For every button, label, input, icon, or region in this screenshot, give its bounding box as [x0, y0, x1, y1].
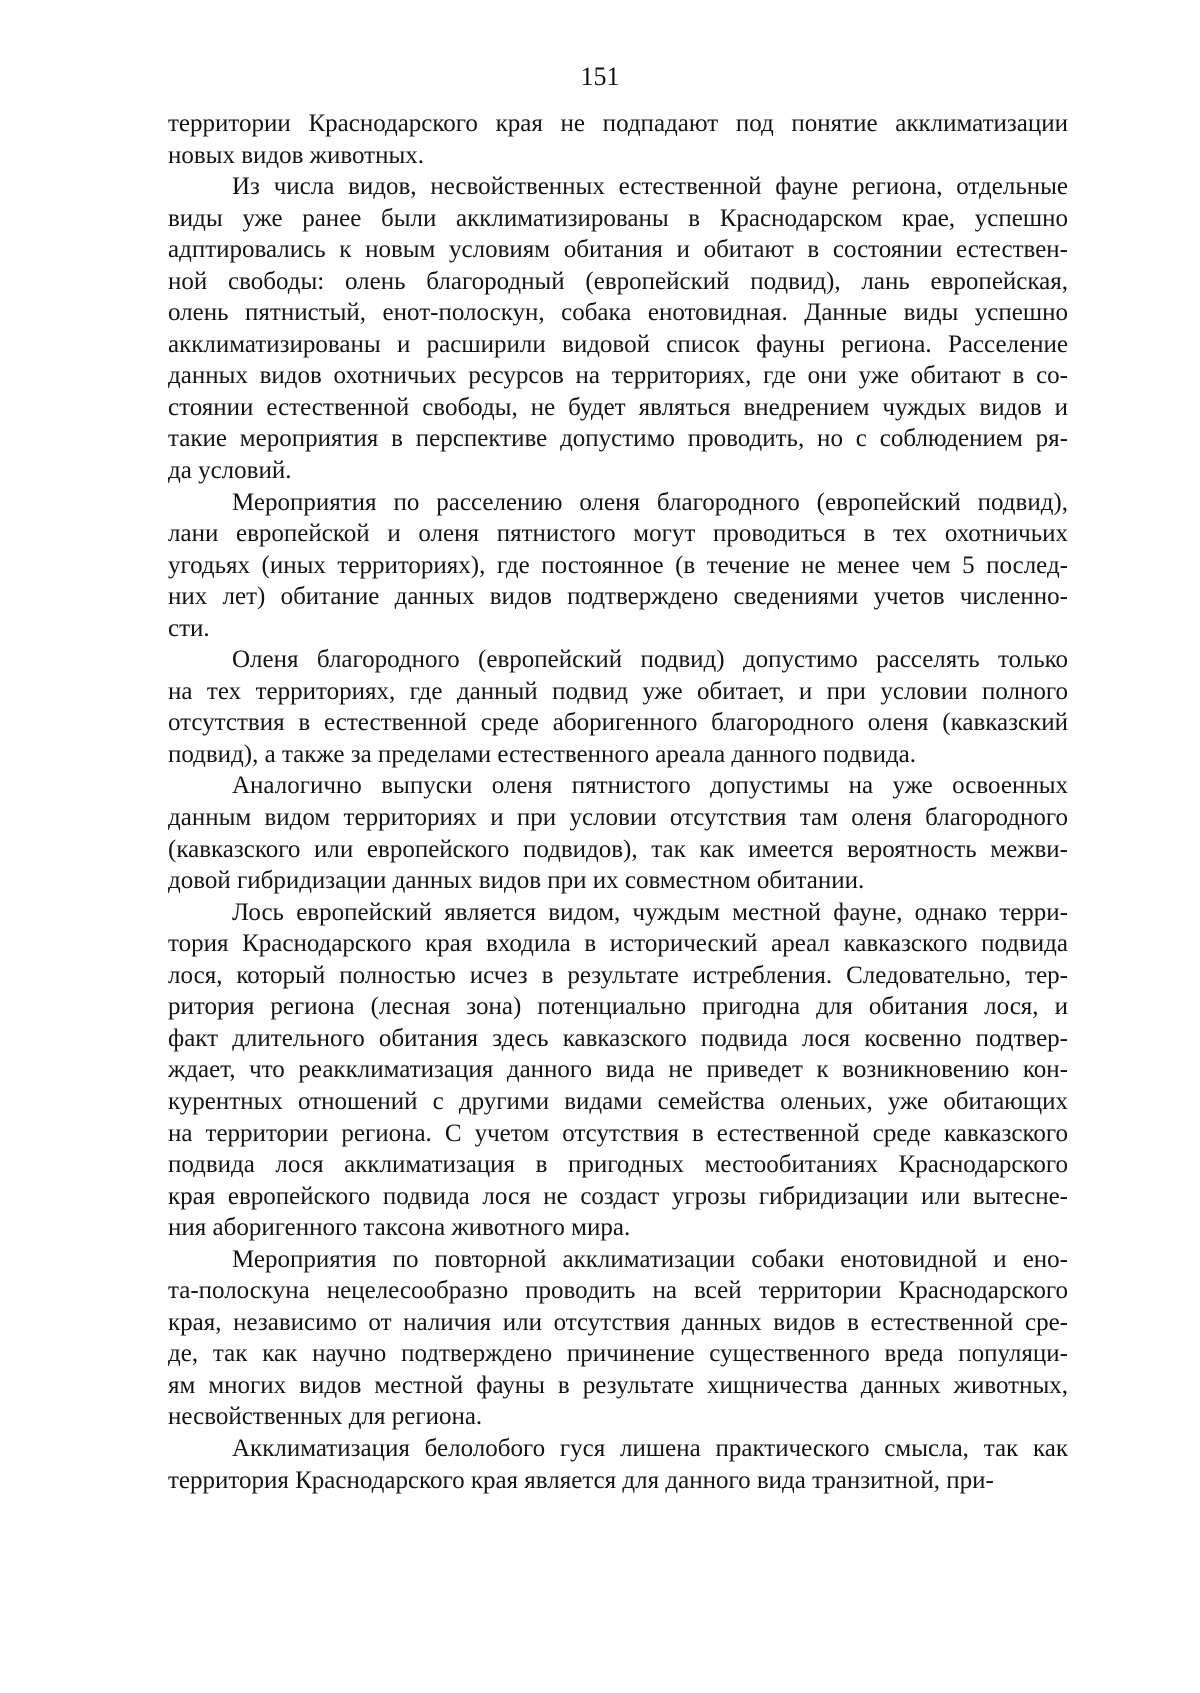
text-line: Мероприятия по повторной акклиматизации собаки енотовидной и ено- [232, 1245, 1068, 1273]
paragraph [168, 1433, 1068, 1496]
paragraph [168, 1244, 1068, 1433]
text-line: подвида лося акклиматизация в пригодных местообитаниях Краснодарского [168, 1151, 1068, 1179]
text-line: олень пятнистый, енот-полоскун, собака енотовидная. Данные виды успешно [168, 299, 1068, 327]
text-line: акклиматизированы и расширили видовой список фауны региона. Расселение [168, 330, 1068, 358]
paragraph [168, 487, 1068, 645]
text-line: Лось европейский является видом, чуждым местной фауне, однако терри- [232, 898, 1068, 926]
paragraph [168, 897, 1068, 1244]
text-line: Аналогично выпуски оленя пятнистого допустимы на уже освоенных [232, 772, 1068, 800]
text-line: довой гибридизации данных видов при их совместном обитании. [168, 867, 865, 895]
text-line: такие мероприятия в перспективе допустимо проводить, но с соблюдением ря- [168, 425, 1068, 453]
text-line: адптировались к новым условиям обитания и обитают в состоянии естествен- [168, 236, 1068, 264]
text-line: лани европейской и оленя пятнистого могут проводиться в тех охотничьих [168, 520, 1068, 548]
text-line: Из числа видов, несвойственных естественной фауне региона, отдельные [232, 173, 1068, 201]
text-line: данным видом территориях и при условии отсутствия там оленя благородного [168, 804, 1068, 832]
text-line: ной свободы: олень благородный (европейский подвид), лань европейская, [168, 267, 1068, 295]
text-line: угодьях (иных территориях), где постоянное (в течение не менее чем 5 послед- [168, 551, 1068, 579]
text-line: Оленя благородного (европейский подвид) допустимо расселять только [232, 646, 1068, 674]
text-line: новых видов животных. [168, 141, 424, 169]
text-line: (кавказского или европейского подвидов), так как имеется вероятность межви- [168, 835, 1068, 863]
text-line: несвойственных для региона. [168, 1403, 483, 1431]
text-line: да условий. [168, 457, 292, 485]
text-line: сти. [168, 614, 210, 642]
text-line: подвид), а также за пределами естественного ареала данного подвида. [168, 740, 917, 768]
text-line: ритория региона (лесная зона) потенциально пригодна для обитания лося, и [168, 993, 1068, 1021]
text-line: территории Краснодарского края не подпадают под понятие акклиматизации [168, 110, 1068, 137]
text-line: отсутствия в естественной среде аборигенного благородного оленя (кавказский [168, 709, 1068, 737]
text-line: лося, который полностью исчез в результате истребления. Следовательно, тер- [168, 961, 1068, 989]
text-line: виды уже ранее были акклиматизированы в Краснодарском крае, успешно [168, 204, 1068, 232]
text-line: края европейского подвида лося не создаст угрозы гибридизации или вытесне- [168, 1182, 1068, 1210]
paragraph [168, 108, 1068, 171]
body-text [168, 108, 1068, 1496]
text-line: тория Краснодарского края входила в исторический ареал кавказского подвида [168, 930, 1068, 958]
text-line: края, независимо от наличия или отсутствия данных видов в естественной сре- [168, 1308, 1068, 1336]
page-number: 151 [580, 62, 620, 91]
text-line: на тех территориях, где данный подвид уже обитает, и при условии полного [168, 677, 1068, 705]
text-line: на территории региона. С учетом отсутствия в естественной среде кавказского [168, 1119, 1068, 1147]
paragraph [168, 644, 1068, 770]
text-line: Акклиматизация белолобого гуся лишена практического смысла, так как [232, 1434, 1068, 1462]
text-line: территория Краснодарского края является для данного вида транзитной, при- [168, 1466, 994, 1494]
text-line: курентных отношений с другими видами семейства оленьих, уже обитающих [168, 1087, 1068, 1115]
text-line: ям многих видов местной фауны в результате хищничества данных животных, [168, 1371, 1068, 1399]
text-line: Мероприятия по расселению оленя благородного (европейский подвид), [232, 488, 1068, 516]
text-line: ния аборигенного таксона животного мира. [168, 1214, 631, 1242]
text-line: данных видов охотничьих ресурсов на территориях, где они уже обитают в со- [168, 362, 1068, 390]
text-line: них лет) обитание данных видов подтверждено сведениями учетов численно- [168, 583, 1068, 611]
paragraph [168, 171, 1068, 486]
text-line: факт длительного обитания здесь кавказского подвида лося косвенно подтвер- [168, 1024, 1068, 1052]
text-line: ждает, что реакклиматизация данного вида не приведет к возникновению кон- [168, 1056, 1068, 1084]
text-line: де, так как научно подтверждено причинение существенного вреда популяци- [168, 1340, 1068, 1368]
text-line: стоянии естественной свободы, не будет являться внедрением чуждых видов и [168, 393, 1068, 421]
text-line: та-полоскуна нецелесообразно проводить на всей территории Краснодарского [168, 1277, 1068, 1305]
paragraph [168, 770, 1068, 896]
